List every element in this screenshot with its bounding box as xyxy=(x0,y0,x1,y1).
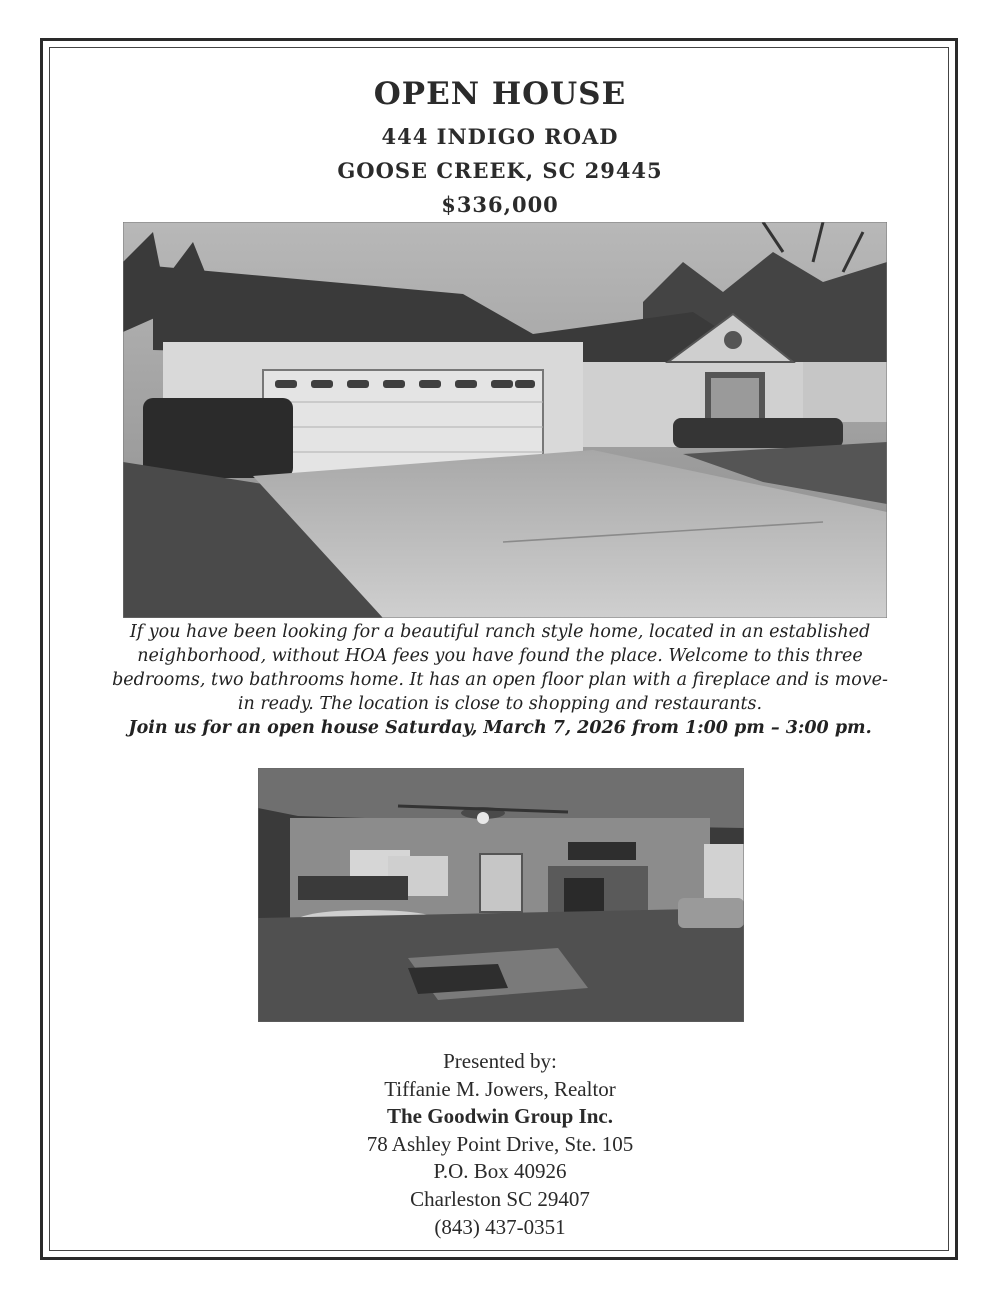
agent-contact-block xyxy=(0,1048,1000,1241)
exterior-photo xyxy=(123,222,887,618)
interior-photo xyxy=(258,768,744,1022)
company-name: The Goodwin Group Inc. xyxy=(386,1104,613,1129)
company-address: 78 Ashley Point Drive, Ste. 105 xyxy=(366,1131,634,1156)
flyer-title: OPEN HOUSE xyxy=(373,76,627,112)
phone-number: (843) 437-0351 xyxy=(434,1214,566,1239)
description-body: If you have been looking for a beautiful ranch style home, located in an established neighborhood, without HOA fees you have found the place. Welcome to this three bedrooms, two bathrooms home. It has an open floor plan with a fireplace and is move-in ready. The location is close to shopping and restaurants. xyxy=(112,622,888,714)
property-price: $336,000 xyxy=(441,192,559,217)
property-city: GOOSE CREEK, SC 29445 xyxy=(337,158,663,183)
po-box: P.O. Box 40926 xyxy=(433,1159,567,1184)
company-city-state: Charleston SC 29407 xyxy=(410,1186,590,1211)
agent-name: Tiffanie M. Jowers, Realtor xyxy=(384,1076,616,1101)
property-description xyxy=(110,620,890,740)
presented-by-label: Presented by: xyxy=(443,1049,557,1073)
open-house-invitation: Join us for an open house Saturday, March 7, 2026 from 1:00 pm – 3:00 pm. xyxy=(128,718,872,738)
property-street: 444 INDIGO ROAD xyxy=(381,124,619,149)
